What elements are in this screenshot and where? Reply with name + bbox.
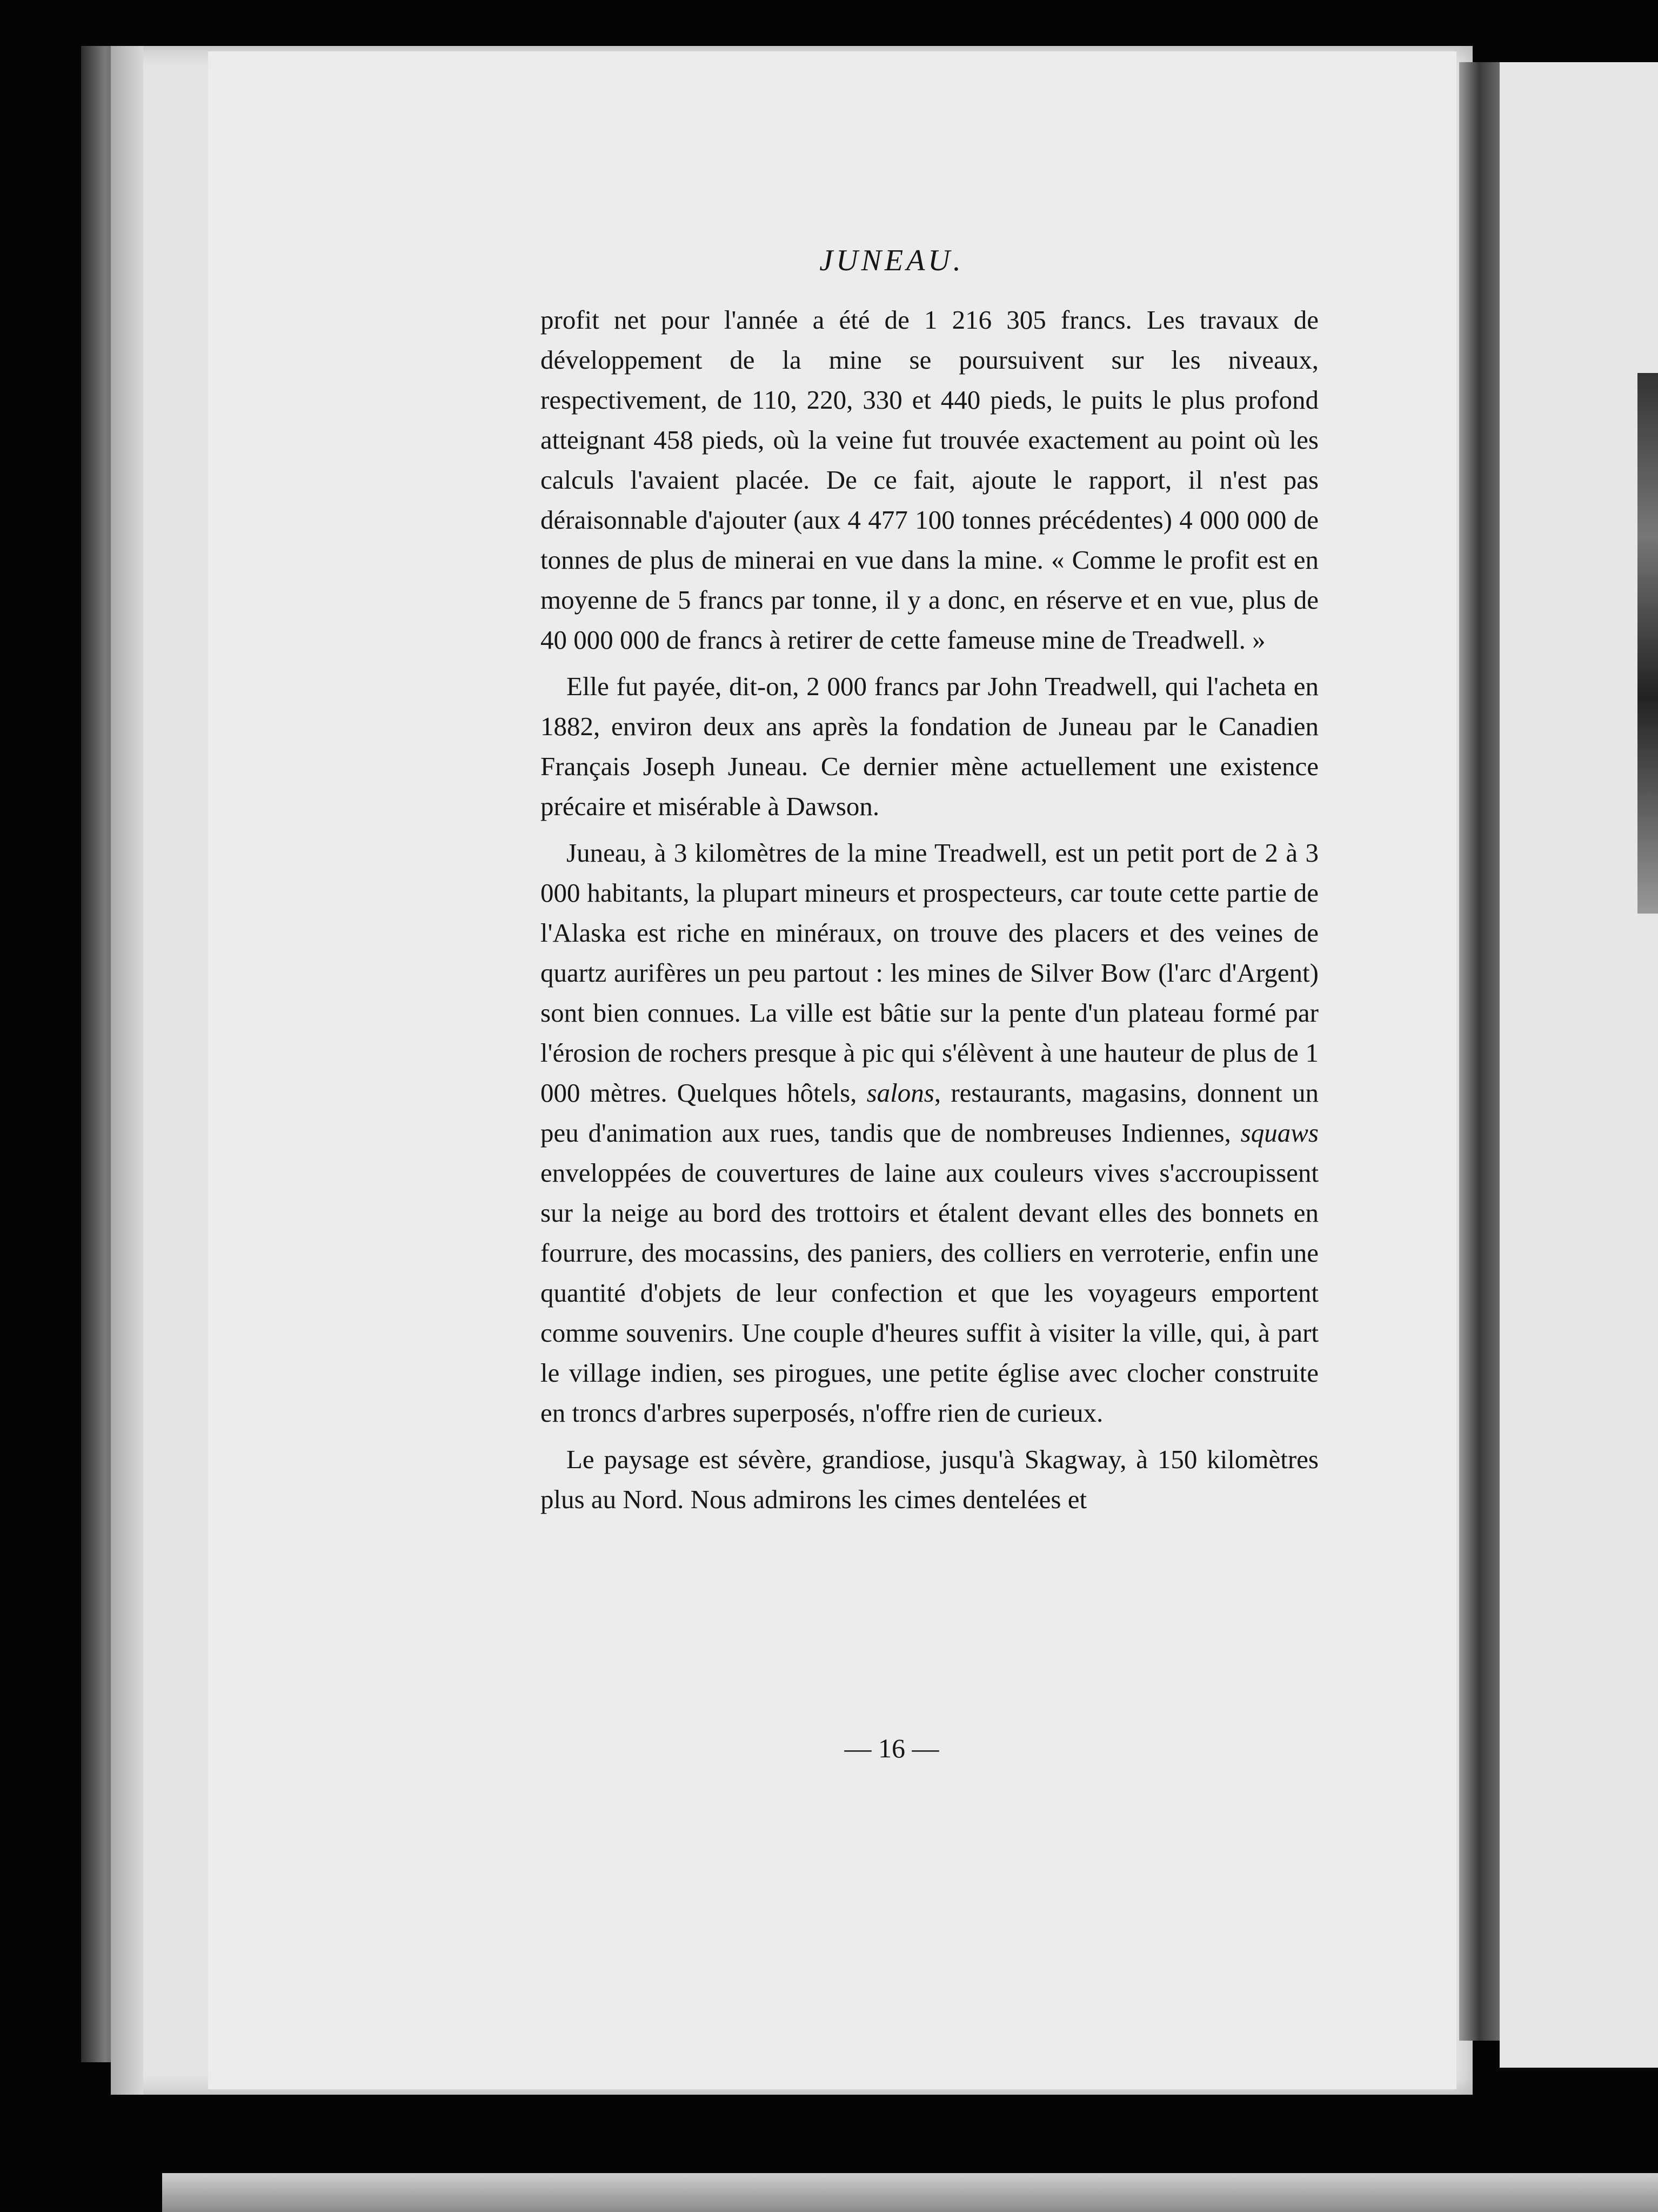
italic-word-squaws: squaws bbox=[1240, 1118, 1319, 1148]
facing-page-illustration-edge bbox=[1637, 373, 1658, 914]
text-run: enveloppées de couvertures de laine aux couleurs vives s'accroupissent sur la neige au bord des trottoirs et étalent devant elles des bonnets en fourrure, des mocassins, des paniers, des colliers en verroterie, enfin une quantité d'objets de leur confection et que les voyageurs emportent comme souvenirs. Une couple d'heures suffit à visiter la ville, qui, à part le village indien, ses pirogues, une petite église avec clocher construite en troncs d'arbres superposés, n'offre rien de curieux. bbox=[540, 1158, 1319, 1428]
running-head: JUNEAU. bbox=[819, 244, 964, 277]
paragraph-treadwell-purchase: Elle fut payée, dit-on, 2 000 francs par John Treadwell, qui l'acheta en 1882, environ deux ans après la fondation de Juneau par le Canadien Français Joseph Juneau. Ce dernier mène actuellement une existence précaire et misérable à Dawson. bbox=[540, 671, 1319, 821]
facing-page-sliver bbox=[1500, 62, 1658, 2068]
text-run: , restaurants, magasins, donnent un peu d'animation aux rues, tandis que de nombreuses Indiennes, bbox=[540, 1078, 1319, 1148]
bottom-page-edge bbox=[162, 2173, 1658, 2212]
text-run: Juneau, à 3 kilomètres de la mine Treadwell, est un petit port de 2 à 3 000 habitants, la plupart mineurs et prospecteurs, car toute cette partie de l'Alaska est riche en minéraux, on trouve des placers et des veines de quartz aurifères un peu partout : les mines de Silver Bow (l'arc d'Argent) sont bien connues. La ville est bâtie sur la pente d'un plateau formé par l'érosion de rochers presque à pic qui s'élèvent à une hauteur de plus de 1 000 mètres. Quelques hôtels, bbox=[540, 838, 1319, 1108]
paragraph-landscape: Le paysage est sévère, grandiose, jusqu'à Skagway, à 150 kilomètres plus au Nord. Nous admirons les cimes dentelées et bbox=[540, 1444, 1319, 1514]
paragraph-treadwell-profit: profit net pour l'année a été de 1 216 305 francs. Les travaux de développement de la mine se poursuivent sur les niveaux, respectivement, de 110, 220, 330 et 440 pieds, le puits le plus profond atteignant 458 pieds, où la veine fut trouvée exactement au point où les calculs l'avaient placée. De ce fait, ajoute le rapport, il n'est pas déraisonnable d'ajouter (aux 4 477 100 tonnes précédentes) 4 000 000 de tonnes de plus de minerai en vue dans la mine. « Comme le profit est en moyenne de 5 francs par tonne, il y a donc, en réserve et en vue, plus de 40 000 000 de francs à retirer de cette fameuse mine de Treadwell. » bbox=[540, 305, 1319, 655]
italic-word-salons: salons bbox=[866, 1078, 934, 1108]
body-text bbox=[540, 300, 1319, 1526]
page-number: — 16 — bbox=[844, 1733, 939, 1763]
right-gutter bbox=[1459, 62, 1500, 2041]
page-left-edge bbox=[111, 46, 143, 2095]
paragraph-juneau-town bbox=[540, 833, 1319, 1433]
